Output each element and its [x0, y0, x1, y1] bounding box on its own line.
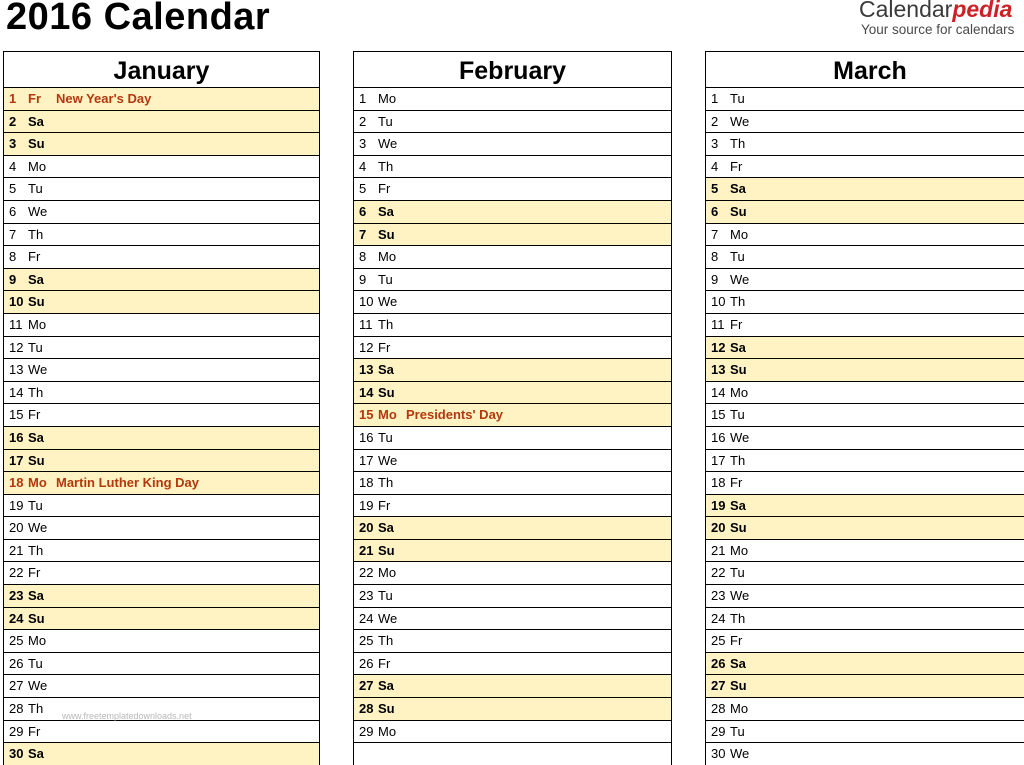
weekday-label: Mo [730, 701, 749, 717]
day-number: 26 [711, 655, 726, 671]
day-row [706, 224, 1024, 247]
day-row [706, 427, 1024, 450]
day-row [354, 133, 671, 156]
weekday-label: We [730, 429, 750, 445]
day-number: 1 [9, 91, 17, 106]
day-row [4, 608, 319, 631]
weekday-label: Th [730, 294, 746, 310]
weekday-label: Su [378, 542, 395, 558]
watermark-text: www.freetemplatedownloads.net [62, 711, 192, 721]
day-row [354, 540, 671, 563]
day-row [354, 630, 671, 653]
day-number: 4 [9, 158, 17, 174]
weekday-label: Su [28, 610, 45, 626]
day-row [354, 269, 671, 292]
day-number: 18 [711, 475, 726, 491]
day-number: 8 [9, 249, 17, 265]
day-row [354, 743, 671, 765]
weekday-label: We [28, 520, 48, 536]
day-number: 23 [359, 588, 374, 604]
day-number: 22 [359, 565, 374, 581]
day-row [354, 201, 671, 224]
day-row [354, 404, 671, 427]
day-number: 14 [359, 384, 374, 400]
day-number: 12 [359, 339, 374, 355]
weekday-label: Mo [730, 384, 749, 400]
day-row [4, 450, 319, 473]
day-number: 29 [711, 723, 726, 739]
day-number: 22 [711, 565, 726, 581]
day-list [706, 88, 1024, 765]
weekday-label: Mo [730, 542, 749, 558]
weekday-label: We [378, 452, 398, 468]
day-number: 30 [711, 746, 726, 762]
weekday-label: Mo [28, 475, 47, 491]
day-number: 22 [9, 565, 24, 581]
day-number: 2 [359, 113, 367, 129]
day-number: 27 [711, 678, 726, 694]
weekday-label: Fr [730, 475, 743, 491]
weekday-label: Fr [378, 181, 391, 197]
day-row [4, 721, 319, 744]
weekday-label: Tu [378, 429, 393, 445]
day-row [4, 246, 319, 269]
day-number: 27 [359, 678, 374, 694]
day-row [4, 630, 319, 653]
day-row [706, 472, 1024, 495]
weekday-label: Sa [730, 655, 746, 671]
day-number: 10 [9, 294, 24, 310]
weekday-label: Th [730, 136, 746, 152]
weekday-label: Fr [28, 723, 41, 739]
day-number: 10 [359, 294, 374, 310]
day-number: 4 [711, 158, 719, 174]
day-row [4, 156, 319, 179]
day-row [354, 88, 671, 111]
day-row [4, 472, 319, 495]
day-number: 19 [711, 497, 726, 513]
weekday-label: Tu [730, 249, 745, 265]
day-number: 8 [359, 249, 367, 265]
day-row [354, 224, 671, 247]
day-row [4, 585, 319, 608]
day-row [354, 359, 671, 382]
day-number: 2 [711, 113, 719, 129]
weekday-label: Th [378, 475, 394, 491]
day-number: 17 [9, 452, 24, 468]
day-number: 18 [359, 475, 374, 491]
day-number: 27 [9, 678, 24, 694]
weekday-label: Fr [28, 565, 41, 581]
weekday-label: Tu [28, 655, 43, 671]
weekday-label: Sa [730, 339, 746, 355]
weekday-label: Tu [378, 113, 393, 129]
day-row [4, 562, 319, 585]
day-row [706, 540, 1024, 563]
weekday-label: Th [378, 316, 394, 332]
day-row [706, 133, 1024, 156]
day-number: 5 [9, 181, 17, 197]
day-row [706, 382, 1024, 405]
day-number: 16 [359, 429, 374, 445]
day-number: 23 [711, 588, 726, 604]
weekday-label: We [730, 113, 750, 129]
day-number: 17 [359, 452, 374, 468]
weekday-label: Th [730, 452, 746, 468]
day-row [354, 517, 671, 540]
day-row [4, 111, 319, 134]
month-column-march [705, 51, 1024, 765]
weekday-label: Fr [378, 339, 391, 355]
day-row [354, 495, 671, 518]
day-row [354, 337, 671, 360]
day-row [4, 495, 319, 518]
weekday-label: We [730, 588, 750, 604]
day-number: 20 [9, 520, 24, 536]
weekday-label: Sa [28, 113, 44, 129]
month-header: February [354, 52, 671, 88]
day-row [354, 382, 671, 405]
day-row [354, 675, 671, 698]
day-number: 20 [711, 520, 726, 536]
weekday-label: Sa [378, 678, 394, 694]
weekday-label: Fr [378, 655, 391, 671]
weekday-label: Fr [28, 91, 41, 106]
day-row [4, 404, 319, 427]
day-number: 15 [9, 407, 24, 423]
day-row [706, 562, 1024, 585]
day-number: 3 [359, 136, 367, 152]
weekday-label: Sa [378, 520, 394, 536]
day-number: 14 [711, 384, 726, 400]
day-number: 13 [359, 362, 374, 378]
weekday-label: Sa [28, 271, 44, 287]
day-row [706, 608, 1024, 631]
weekday-label: Th [28, 384, 44, 400]
day-number: 1 [359, 91, 367, 106]
weekday-label: Fr [730, 158, 743, 174]
day-number: 11 [359, 316, 373, 332]
weekday-label: Fr [730, 633, 743, 649]
holiday-label: New Year's Day [56, 91, 152, 106]
weekday-label: Tu [730, 723, 745, 739]
day-row [4, 517, 319, 540]
weekday-label: Fr [28, 249, 41, 265]
day-number: 14 [9, 384, 24, 400]
weekday-label: Mo [730, 226, 749, 242]
weekday-label: Tu [730, 565, 745, 581]
weekday-label: Su [28, 452, 45, 468]
logo-tagline: Your source for calendars [861, 22, 1015, 37]
weekday-label: Sa [28, 429, 44, 445]
day-number: 23 [9, 588, 24, 604]
weekday-label: We [378, 294, 398, 310]
day-number: 5 [359, 181, 367, 197]
day-row [706, 653, 1024, 676]
weekday-label: Sa [28, 746, 44, 762]
day-row [706, 721, 1024, 744]
weekday-label: Th [378, 633, 394, 649]
day-number: 28 [9, 701, 24, 717]
day-row [354, 156, 671, 179]
day-row [706, 450, 1024, 473]
day-number: 18 [9, 475, 24, 491]
weekday-label: Su [28, 136, 45, 152]
day-row [706, 178, 1024, 201]
day-number: 21 [9, 542, 24, 558]
day-row [706, 269, 1024, 292]
weekday-label: Tu [730, 91, 745, 106]
day-row [354, 111, 671, 134]
day-number: 6 [711, 203, 719, 219]
day-number: 9 [9, 271, 17, 287]
month-header: January [4, 52, 319, 88]
day-number: 7 [711, 226, 719, 242]
day-number: 3 [9, 136, 17, 152]
day-number: 28 [359, 701, 374, 717]
weekday-label: We [28, 203, 48, 219]
day-number: 6 [9, 203, 17, 219]
weekday-label: Sa [730, 181, 746, 197]
day-row [354, 427, 671, 450]
weekday-label: Su [730, 520, 747, 536]
day-row [4, 540, 319, 563]
logo-text-calendar: Calendar [859, 0, 953, 22]
day-row [354, 562, 671, 585]
weekday-label: Tu [28, 181, 43, 197]
day-number: 7 [359, 226, 367, 242]
weekday-label: Tu [28, 497, 43, 513]
day-row [706, 156, 1024, 179]
day-row [706, 630, 1024, 653]
day-row [354, 472, 671, 495]
weekday-label: We [28, 362, 48, 378]
weekday-label: Mo [378, 723, 397, 739]
day-row [4, 427, 319, 450]
day-number: 12 [9, 339, 24, 355]
day-number: 15 [711, 407, 726, 423]
day-row [354, 291, 671, 314]
weekday-label: Su [730, 678, 747, 694]
weekday-label: Mo [378, 407, 397, 423]
day-row [354, 314, 671, 337]
day-row [4, 88, 319, 111]
weekday-label: Fr [28, 407, 41, 423]
weekday-label: Mo [378, 249, 397, 265]
day-list [4, 88, 319, 765]
day-number: 25 [711, 633, 726, 649]
day-row [706, 743, 1024, 765]
day-number: 29 [359, 723, 374, 739]
month-column-january [3, 51, 320, 765]
weekday-label: Th [28, 542, 44, 558]
day-number: 7 [9, 226, 17, 242]
day-number: 4 [359, 158, 367, 174]
day-number: 24 [359, 610, 374, 626]
weekday-label: Mo [28, 633, 47, 649]
holiday-label: Martin Luther King Day [56, 475, 200, 491]
day-row [706, 314, 1024, 337]
day-number: 2 [9, 113, 17, 129]
day-row [4, 291, 319, 314]
day-row [706, 517, 1024, 540]
weekday-label: Su [378, 701, 395, 717]
day-row [706, 359, 1024, 382]
day-row [4, 743, 319, 765]
day-row [706, 495, 1024, 518]
day-number: 26 [9, 655, 24, 671]
day-list [354, 88, 671, 765]
weekday-label: We [378, 136, 398, 152]
day-number: 10 [711, 294, 726, 310]
weekday-label: Sa [378, 362, 394, 378]
day-row [4, 359, 319, 382]
day-number: 26 [359, 655, 374, 671]
day-row [354, 178, 671, 201]
holiday-label: Presidents' Day [406, 407, 504, 423]
day-number: 21 [359, 542, 374, 558]
day-number: 16 [711, 429, 726, 445]
day-number: 15 [359, 407, 374, 423]
weekday-label: Tu [378, 271, 393, 287]
weekday-label: Mo [28, 316, 47, 332]
calendarpedia-logo[interactable] [859, 0, 1012, 21]
weekday-label: Tu [378, 588, 393, 604]
day-row [706, 111, 1024, 134]
day-row [4, 653, 319, 676]
weekday-label: Su [378, 384, 395, 400]
weekday-label: Mo [28, 158, 47, 174]
weekday-label: Th [28, 701, 44, 717]
day-number: 25 [359, 633, 374, 649]
weekday-label: We [28, 678, 48, 694]
day-number: 5 [711, 181, 719, 197]
weekday-label: Mo [378, 91, 397, 106]
weekday-label: We [730, 271, 750, 287]
weekday-label: Th [730, 610, 746, 626]
day-number: 13 [9, 362, 24, 378]
weekday-label: Sa [28, 588, 44, 604]
day-row [4, 337, 319, 360]
day-number: 21 [711, 542, 726, 558]
month-column-february [353, 51, 672, 765]
day-number: 11 [711, 316, 725, 332]
weekday-label: Su [378, 226, 395, 242]
weekday-label: Tu [28, 339, 43, 355]
day-row [354, 721, 671, 744]
day-row [354, 698, 671, 721]
day-number: 3 [711, 136, 719, 152]
weekday-label: Th [28, 226, 44, 242]
day-number: 8 [711, 249, 719, 265]
weekday-label: Su [730, 203, 747, 219]
weekday-label: Su [730, 362, 747, 378]
day-row [354, 608, 671, 631]
day-number: 16 [9, 429, 24, 445]
day-number: 29 [9, 723, 24, 739]
day-row [4, 178, 319, 201]
weekday-label: We [730, 746, 750, 762]
day-number: 20 [359, 520, 374, 536]
day-row [4, 201, 319, 224]
day-number: 28 [711, 701, 726, 717]
day-number: 12 [711, 339, 726, 355]
day-number: 24 [711, 610, 726, 626]
day-row [706, 675, 1024, 698]
month-header: March [706, 52, 1024, 88]
day-number: 9 [711, 271, 719, 287]
weekday-label: Su [28, 294, 45, 310]
day-row [706, 585, 1024, 608]
day-row [354, 585, 671, 608]
day-row [4, 133, 319, 156]
weekday-label: Sa [730, 497, 746, 513]
day-number: 17 [711, 452, 726, 468]
weekday-label: Th [378, 158, 394, 174]
day-number: 13 [711, 362, 726, 378]
day-row [706, 88, 1024, 111]
day-row [4, 269, 319, 292]
logo-text-pedia: pedia [952, 0, 1013, 22]
day-row [706, 246, 1024, 269]
day-number: 19 [359, 497, 374, 513]
day-row [706, 404, 1024, 427]
day-row [4, 314, 319, 337]
day-number: 9 [359, 271, 367, 287]
day-row [4, 224, 319, 247]
page-title: 2016 Calendar [6, 0, 271, 38]
day-number: 30 [9, 746, 24, 762]
day-number: 1 [711, 91, 719, 106]
day-row [354, 450, 671, 473]
weekday-label: Fr [730, 316, 743, 332]
day-number: 19 [9, 497, 24, 513]
day-row [4, 675, 319, 698]
day-number: 11 [9, 316, 23, 332]
weekday-label: Sa [378, 203, 394, 219]
day-number: 6 [359, 203, 367, 219]
day-row [706, 337, 1024, 360]
weekday-label: Tu [730, 407, 745, 423]
weekday-label: We [378, 610, 398, 626]
day-row [706, 201, 1024, 224]
day-row [706, 291, 1024, 314]
day-row [354, 653, 671, 676]
day-row [354, 246, 671, 269]
day-row [4, 382, 319, 405]
day-number: 24 [9, 610, 24, 626]
weekday-label: Fr [378, 497, 391, 513]
weekday-label: Mo [378, 565, 397, 581]
day-row [706, 698, 1024, 721]
day-number: 25 [9, 633, 24, 649]
